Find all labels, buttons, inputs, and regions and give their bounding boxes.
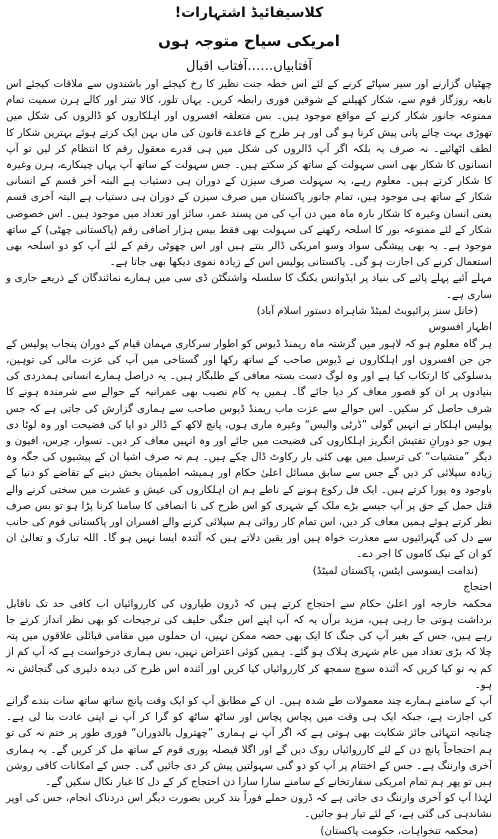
paragraph-protest-terms: آپ کے سامنے ہمارے چند معمولات طے شدہ ہیں۔ ان کے مطابق آپ کو ایک وقت پانچ ساتھ ساتھ سات بندے گرانے کی اجازت ہے، جبکہ ایک ہی وقت میں پچاس پچاس اور ساٹھ ساٹھ کو گرا کر آپ نے اپنی عادت بنا لی ہے۔ چنانچہ انتہائی جائز شکایت بھی ہوتی ہے کہ اگر آپ نے ہماری ”چھترول بالدوران“ فوری طور پر ختم نہ کی تو ہم احتجاجاً پانچ دن کے لئے کارروائیاں روک دیں گے اور اگلا فیصلہ پوری قوم کے ساتھ مل کر کریں گے۔ یہ ہماری آخری وارننگ ہے۔ جس کے اختتام پر آپ کو دو گنی سہولتیں پیش کر دی جائیں گی۔ جس کے امکانات کافی روشن ہیں تو پھر ہم تمام امریکی سفارتخانے کے سامنے سارا سارا دن احتجاج کر کے دل کا غبار نکال سکیں گے۔ bbox=[6, 694, 492, 788]
paragraph-protest: محکمہ خارجہ اور اعلیٰ حکام سے احتجاج کرتے ہیں کہ ڈرون طیاروں کی کارروائیاں اب کافی حد تک ناقابل برداشت ہوتی جا رہی ہیں، مزید برآں یہ کہ آپ اپنے اس جنگی حلیف کی ترجیحات کو بھی نظر انداز کرتے جا رہے ہیں، جس کے بغیر آپ کی جنگ کا ایک بھی حصہ ممکن نہیں، ان حملوں میں مقامی قبائلی علاقوں میں پتہ چلا کہ بڑی تعداد میں عام شہری ہلاک ہو گئے۔ ہمیں کوئی اعتراض نہیں، بس ہماری درخواست ہے کہ آپ کم از کم یہ تو کیا کریں کہ آئندہ سوچ سمجھ کر کارروائیاں کیا کریں اور آئندہ اس طرح کی دیدہ دلیری کی گنجائش نہ ہو۔ bbox=[6, 597, 492, 691]
signature-protest: (محکمہ تنخواہات، حکومت پاکستان) bbox=[320, 824, 478, 837]
section-label-regret: اظہار افسوس bbox=[428, 320, 492, 333]
signature-regret: (ندامت ایسوسی ایٹس، پاکستان لمیٹڈ) bbox=[312, 564, 478, 577]
section-label-protest: احتجاج bbox=[463, 580, 492, 593]
paragraph-regret: ہر گاہ معلوم ہو کہ لاہور میں گزشتہ ماہ ریمنڈ ڈیوس کو اطوار سرکاری مہمان قیام کے دوران پنجاب پولیس کے جن جن افسروں اور اہلکاروں نے ڈیوس صاحب کے ساتھ رکھا اور گستاخی میں آپ کی عزت مالی کی توہین، بدسلوکی کا ارتکاب کیا ہے اور وہ لوگ دست بستہ معافی کے طلبگار ہیں۔ یہ دراصل ہمارے انسانی ہمدردی کی بنیادوں پر ان کو قصور معاف کر دیا جائے گا۔ ہمیں یہ کام نصیب بھی عمرانیہ کے حوالے سے شرمندہ ہونے کا شرف حاصل کر سکیں۔ اس حوالے سے عزت ماب ریمنڈ ڈیوس صاحب سے ہماری گزارش کی جاتی ہے کہ جس پولیس اہلکار نے انہیں گولی ”ڈرٹی والیس“ وغیرہ ماری ہوں، پانچ لاکھ کے ڈالر دو ایا کی فضیحت اور وہ لوٹا دی ہوں جو دورانِ تفتیش انگریز اہلکاروں کی فضیحت میں جائے اور وہ انہیں معاف کر دیں۔ نسوار، چرس، افیون و دیگر ”منشیات“ کی ترسیل میں بھی کئی بار رکاوٹ ڈال چکے ہیں۔ ہم نہ صرف اشیا ان کے پیشیوں کی جگہ وہ زیادہ سپلائی کر دیں گے جس سے سابق مسائل اعلیٰ حکام اور ہمیشہ اطمینان بخش دینے کے تقاضے کو دنیا کے باوجود وہ پورا کرتے ہیں۔ ایک فل رکوع ہونے کے ناطے ہم ان اہلکاروں کی عیش و عشرت میں سختی کرنے والے قتل حمل کے حق پر آپ جیسے بڑے ملک کے شہری کو اس طرح کی نا انصافی کا سامنا کرنا پڑا ہو تو بس صرف نظر کرتے ہوئے ہمیں معاف کر دیں، اس تمام کار روائی ہم سپلائی کرنے والے افسران اور پاکستانی قوم کی جانب سے دل کی گہرائیوں سے معذرت خواہ ہیں اور یقین دلاتے ہیں کہ آئندہ ایسا نہیں ہو گا۔ اللہ تبارک و تعالیٰ ان کو ان کے نیک کاموں کا اجر دے۔ bbox=[6, 337, 492, 561]
author-line: آفتابیاں……آفتاب اقبال bbox=[186, 59, 312, 74]
ad-heading: امریکی سیاح متوجہ ہوں bbox=[158, 32, 340, 50]
page-title: کلاسیفائیڈ اشتہارات! bbox=[174, 5, 324, 21]
signature-advertiser: (خانل سنز پرائیویٹ لمیٹڈ شاہراہ دستور اسلام آباد) bbox=[256, 304, 478, 317]
paragraph-hunting-offer: چھٹیاں گزارنے اور سیر سپاٹے کرنے کے لئے اس خطہ جنت نظیر کا رخ کیجئے اور باشندوں سے ملاقات کیجئے اس نابغہ روزگار قوم سے، شکار کھیلنے کے شوقین فوری رابطہ کریں۔ یہاں تلور، کالا تیتر اور کالے ہرن سمیت تمام ممنوعہ جانور شکار کرنے کے مواقع موجود ہیں۔ بس متعلقہ افسروں اور اہلکاروں کو ڈالروں کی شکل میں تھوڑی بہت چائے پانی پیش کرنا ہو گی اور ہر طرح کے قاعدے قانون کی ماں بہن ایک کرتے ہوئے بہترین شکار کا لطف اٹھائیے۔ نہ صرف یہ بلکہ اگر آپ ڈالروں کی شکل میں ہی قدرے معقول رقم کا انتظام کر لیں تو آپ انسانوں کا شکار بھی اسی سہولت کے ساتھ کر سکتے ہیں۔ جس سہولت کے ساتھ آپ یہاں چینکارے، ہرن وغیرہ کا شکار کرتے ہیں۔ معلوم رہے، یہ سہولت صرف سیزن کے دوران ہی دستیاب ہے البتہ آخر قسم کے انسانی شکار کے ساتھ ہی موجود ہیں، تمام جانور پاکستان میں صرف سیزن کے دوران ہی دستیاب ہے البتہ آخری قسم یعنی انسان وغیرہ کا شکار بارہ ماہ میں دن آپ کی من پسند عمر، سائز اور تعداد میں موجود ہیں۔ اس خصوصی شکار کے لئے ممنوعہ بور کا اسلحہ رکھنے کی سہولت بھی فقط بیس ہزار اضافی رقم (پاکستانی چھٹی) کے ساتھ موجود ہے۔ یہ بھی پیشگی سواد وسو امریکی ڈالر بنتے ہیں اور اس چھوٹی رقم کے لئے آپ کو دو اسلحہ بھی استعمال کرنے کی اجازت ہو گی۔ پاکستانی پولیس اس کے زیادہ نموی دیکھا بھی جاتا ہے۔ bbox=[6, 78, 492, 269]
paragraph-final-warning: لہٰذا آپ کو آخری وارننگ دی جاتی ہے کہ ڈرون حملے فوراً بند کریں بصورت دیگر اس دردناک انجام، جس کی اوپر نشاندہی کی گئی ہے، کے لئے تیار ہو جائیں۔ bbox=[6, 792, 492, 821]
paragraph-advance-booking: مہلے آئیے پہلے پائیے کی بنیاد پر ایڈوانس بکنگ کا سلسلہ واشنگٹن ڈی سی میں ہمارے نمائندگان کے ذریعے جاری و ساری ہے۔ bbox=[6, 272, 492, 301]
